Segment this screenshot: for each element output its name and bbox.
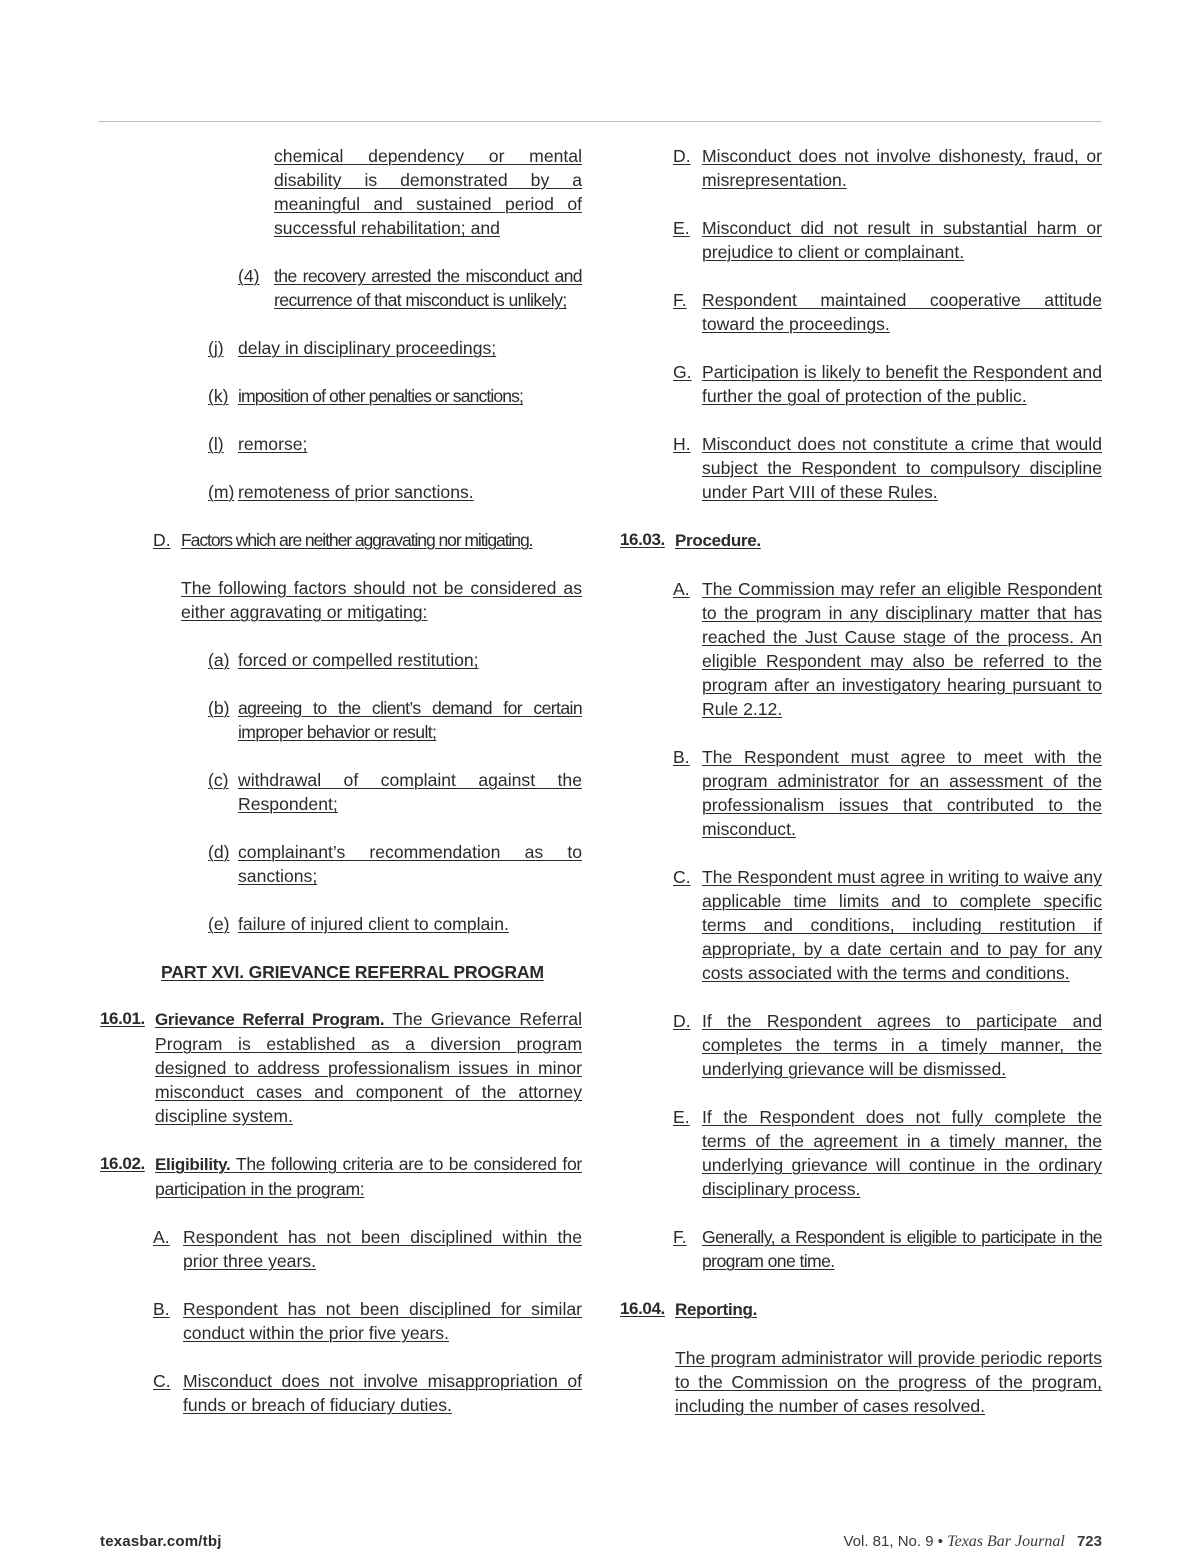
continued-paragraph: chemical dependency or mental disability is demonstrated by a meaningful and sustained period of successful rehabilitation; and bbox=[274, 146, 582, 238]
section-16-01: 16.01. Grievance Referral Program. The Grievance Referral Program is established as a diversion program designed to address professionalism issues in minor misconduct cases and component of the attorney discipline system. bbox=[100, 1009, 582, 1126]
footer-journal-name: Texas Bar Journal bbox=[947, 1533, 1065, 1550]
footer-issue-info bbox=[843, 1533, 1102, 1551]
left-column bbox=[100, 144, 582, 1441]
list-item: G. Participation is likely to benefit the Respondent and further the goal of protection of the public. bbox=[673, 362, 1102, 406]
list-item: F. Generally, a Respondent is eligible to participate in the program one time. bbox=[673, 1227, 1102, 1271]
list-item: C. Misconduct does not involve misappropriation of funds or breach of fiduciary duties. bbox=[153, 1371, 582, 1415]
list-item: (c) withdrawal of complaint against the Respondent; bbox=[208, 770, 582, 814]
footer-url: texasbar.com/tbj bbox=[100, 1533, 222, 1550]
list-item: (a) forced or compelled restitution; bbox=[208, 650, 479, 670]
list-item: (d) complainant’s recommendation as to sanctions; bbox=[208, 842, 582, 886]
list-item: (l) remorse; bbox=[208, 434, 308, 454]
list-item: B. Respondent has not been disciplined for similar conduct within the prior five years. bbox=[153, 1299, 582, 1343]
list-item: F. Respondent maintained cooperative attitude toward the proceedings. bbox=[673, 290, 1102, 334]
list-item: (k) imposition of other penalties or sanctions; bbox=[208, 386, 524, 406]
footer-bullet: • bbox=[937, 1533, 943, 1550]
list-item: B. The Respondent must agree to meet with the program administrator for an assessment of the professionalism issues that contributed to the misconduct. bbox=[673, 747, 1102, 839]
section-title: Reporting. bbox=[675, 1300, 757, 1319]
section-title: Procedure. bbox=[675, 531, 761, 550]
list-item: E. Misconduct did not result in substantial harm or prejudice to client or complainant. bbox=[673, 218, 1102, 262]
list-item: (m) remoteness of prior sanctions. bbox=[208, 482, 474, 502]
section-16-03: 16.03. Procedure. bbox=[620, 530, 761, 550]
right-column bbox=[620, 144, 1102, 1442]
part-heading: PART XVI. GRIEVANCE REFERRAL PROGRAM bbox=[161, 962, 544, 982]
header-rule bbox=[98, 121, 1102, 122]
page-footer bbox=[100, 1531, 1102, 1555]
section-16-02: 16.02. Eligibility. The following criteria are to be considered for participation in the program: bbox=[100, 1154, 582, 1199]
footer-volume: Vol. 81, No. 9 bbox=[843, 1533, 934, 1550]
section-16-04: 16.04. Reporting. bbox=[620, 1299, 757, 1319]
page-number: 723 bbox=[1076, 1533, 1102, 1550]
section-d-intro: The following factors should not be considered as either aggravating or mitigating: bbox=[181, 578, 582, 622]
list-item: (j) delay in disciplinary proceedings; bbox=[208, 338, 497, 358]
list-item: (e) failure of injured client to complain. bbox=[208, 914, 509, 934]
list-item: D. If the Respondent agrees to participate and completes the terms in a timely manner, the underlying grievance will be dismissed. bbox=[673, 1011, 1102, 1079]
list-item: A. Respondent has not been disciplined within the prior three years. bbox=[153, 1227, 582, 1271]
section-title: Grievance Referral Program. bbox=[155, 1010, 385, 1029]
list-item: (4) the recovery arrested the misconduct and recurrence of that misconduct is unlikely; bbox=[238, 266, 582, 310]
list-item: E. If the Respondent does not fully complete the terms of the agreement in a timely manner, the underlying grievance will continue in the ordinary disciplinary process. bbox=[673, 1107, 1102, 1199]
list-item: D. Misconduct does not involve dishonesty, fraud, or misrepresentation. bbox=[673, 146, 1102, 190]
list-item: (b) agreeing to the client’s demand for certain improper behavior or result; bbox=[208, 698, 582, 742]
list-item: H. Misconduct does not constitute a crime that would subject the Respondent to compulsory discipline under Part VIII of these Rules. bbox=[673, 434, 1102, 502]
section-d-heading: D. Factors which are neither aggravating nor mitigating. bbox=[153, 530, 533, 550]
reporting-paragraph: The program administrator will provide periodic reports to the Commission on the progress of the program, including the number of cases resolved. bbox=[675, 1348, 1102, 1416]
list-item: C. The Respondent must agree in writing to waive any applicable time limits and to complete specific terms and conditions, including restitution if appropriate, by a date certain and to pay for any costs associated with the terms and conditions. bbox=[673, 867, 1102, 983]
section-title: Eligibility. bbox=[155, 1155, 231, 1174]
list-item: A. The Commission may refer an eligible Respondent to the program in any disciplinary matter that has reached the Just Cause stage of the process. An eligible Respondent may also be referred to the program after an investigatory hearing pursuant to Rule 2.12. bbox=[673, 579, 1102, 719]
